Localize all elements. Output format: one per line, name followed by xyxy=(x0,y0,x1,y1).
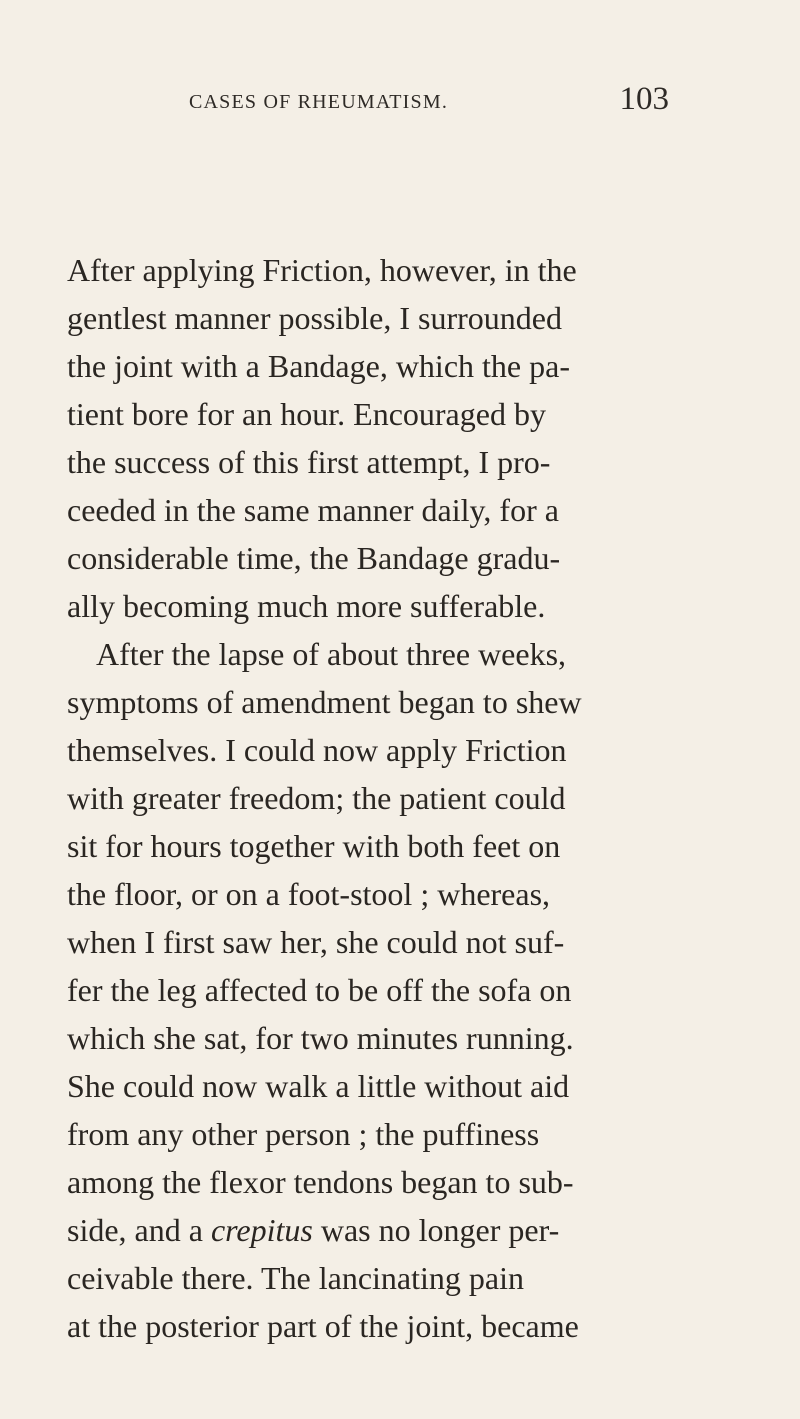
text-line-22: ceivable there. The lancinating pain xyxy=(67,1260,524,1296)
text-line-3: the joint with a Bandage, which the pa- xyxy=(67,348,570,384)
text-line-10: symptoms of amendment began to shew xyxy=(67,684,582,720)
text-line-13: sit for hours together with both feet on xyxy=(67,828,561,864)
text-line-1: After applying Friction, however, in the xyxy=(67,252,577,288)
page-header xyxy=(189,81,669,117)
text-line-21-end: was no longer per- xyxy=(320,1212,560,1248)
italic-term: crepitus xyxy=(210,1212,313,1248)
text-line-16: fer the leg affected to be off the sofa on xyxy=(67,972,572,1008)
text-line-9: After the lapse of about three weeks, xyxy=(96,636,567,672)
text-line-12: with greater freedom; the patient could xyxy=(67,780,566,816)
text-line-11: themselves. I could now apply Friction xyxy=(67,732,567,768)
text-line-4: tient bore for an hour. Encouraged by xyxy=(67,396,546,432)
text-line-18: She could now walk a little without aid xyxy=(67,1068,570,1104)
text-line-6: ceeded in the same manner daily, for a xyxy=(67,492,559,528)
running-head: CASES OF RHEUMATISM. xyxy=(189,91,449,113)
text-line-15: when I first saw her, she could not suf- xyxy=(67,924,565,960)
text-line-5: the success of this first attempt, I pro- xyxy=(67,444,551,480)
text-line-7: considerable time, the Bandage gradu- xyxy=(67,540,561,576)
text-line-23: at the posterior part of the joint, became xyxy=(67,1308,579,1344)
text-line-21-start: side, and a xyxy=(67,1212,203,1248)
text-line-14: the floor, or on a foot-stool ; whereas, xyxy=(67,876,551,912)
page-number: 103 xyxy=(619,81,669,117)
text-line-20: among the flexor tendons began to sub- xyxy=(67,1164,574,1200)
text-line-19: from any other person ; the puffiness xyxy=(67,1116,540,1152)
text-line-17: which she sat, for two minutes running. xyxy=(67,1020,574,1056)
text-line-2: gentlest manner possible, I surrounded xyxy=(67,300,562,336)
text-line-8: ally becoming much more sufferable. xyxy=(67,588,546,624)
text-line-21 xyxy=(67,1210,559,1250)
